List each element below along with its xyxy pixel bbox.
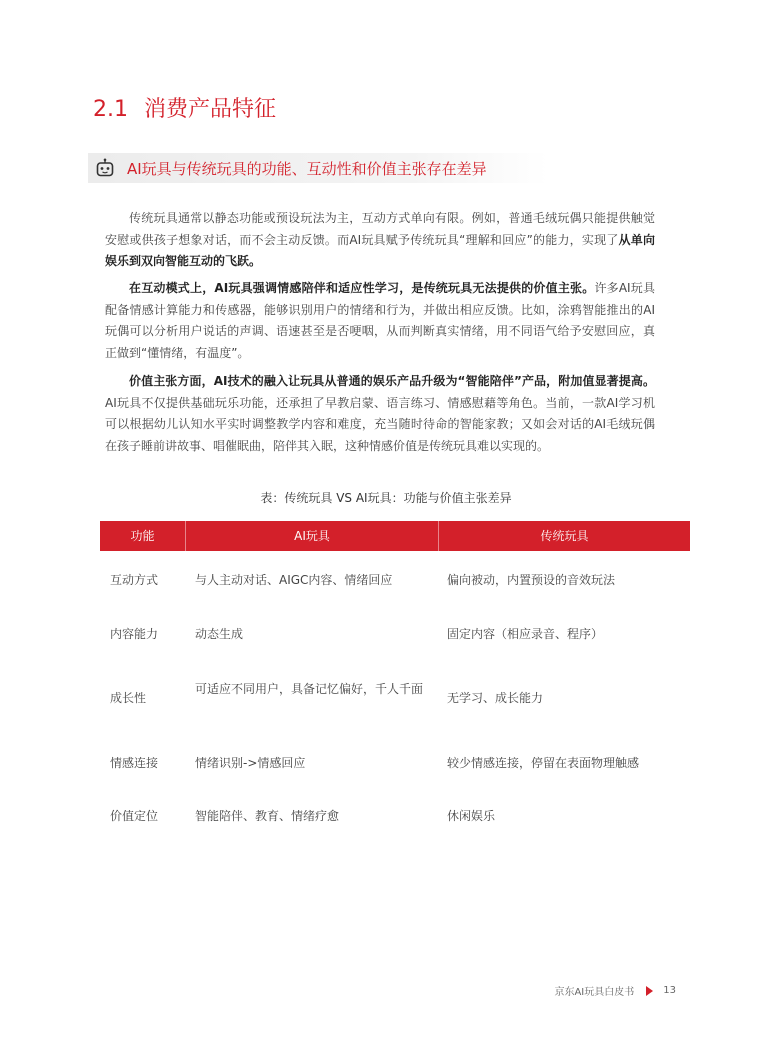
cell-traditional: 固定内容（相应录音、程序） xyxy=(447,627,604,641)
paragraph-2-bold: 在互动模式上，AI玩具强调情感陪伴和适应性学习，是传统玩具无法提供的价值主张。 xyxy=(129,281,595,295)
section-number: 2.1 xyxy=(93,97,128,122)
paragraph-2 xyxy=(105,278,655,364)
cell-feature: 内容能力 xyxy=(110,627,159,641)
cell-traditional: 偏向被动，内置预设的音效玩法 xyxy=(447,573,616,587)
paragraph-3-bold: 价值主张方面，AI技术的融入让玩具从普通的娱乐产品升级为“智能陪伴”产品，附加值显著提高。 xyxy=(129,374,655,388)
header-traditional-toy: 传统玩具 xyxy=(540,529,589,543)
cell-feature: 互动方式 xyxy=(110,573,159,587)
paragraph-3-text: AI玩具不仅提供基础玩乐功能，还承担了早教启蒙、语言练习、情感慰藉等角色。当前，一款AI学习机可以根据幼儿认知水平实时调整教学内容和难度，充当随时待命的智能家教；又如会对话的AI毛绒玩偶在孩子睡前讲故事、唱催眠曲，陪伴其入眠，这种情感价值是传统玩具难以实现的。 xyxy=(105,395,656,453)
cell-feature: 情感连接 xyxy=(110,756,159,770)
subheading-text: AI玩具与传统玩具的功能、互动性和价值主张存在差异 xyxy=(127,159,487,178)
cell-feature: 价值定位 xyxy=(110,809,159,823)
section-title xyxy=(93,92,276,123)
cell-ai: 情绪识别->情感回应 xyxy=(195,756,306,770)
paragraph-1 xyxy=(105,208,655,273)
paragraph-3 xyxy=(105,371,655,457)
page-number: 13 xyxy=(663,985,676,996)
header-ai-toy: AI玩具 xyxy=(186,521,439,551)
cell-traditional: 无学习、成长能力 xyxy=(447,691,544,705)
table-caption: 表：传统玩具 VS AI玩具：功能与价值主张差异 xyxy=(260,491,512,505)
page-footer xyxy=(554,983,676,998)
subheading-banner xyxy=(88,153,548,183)
footer-doc-title: 京东AI玩具白皮书 xyxy=(554,987,635,998)
section-title-text: 消费产品特征 xyxy=(144,97,277,122)
robot-icon xyxy=(95,158,115,178)
cell-traditional: 休闲娱乐 xyxy=(447,809,496,823)
cell-ai: 可适应不同用户，具备记忆偏好，千人千面 xyxy=(195,682,424,696)
cell-feature: 成长性 xyxy=(110,691,147,705)
paragraph-1-text: 传统玩具通常以静态功能或预设玩法为主，互动方式单向有限。例如，普通毛绒玩偶只能提供触觉安慰或供孩子想象对话，而不会主动反馈。而AI玩具赋予传统玩具“理解和回应”的能力，实现了 xyxy=(105,211,655,247)
cell-traditional: 较少情感连接，停留在表面物理触感 xyxy=(447,756,640,770)
triangle-right-icon xyxy=(646,986,653,996)
header-feature: 功能 xyxy=(100,521,186,551)
cell-ai: 与人主动对话、AIGC内容、情绪回应 xyxy=(195,573,393,587)
cell-ai: 智能陪伴、教育、情绪疗愈 xyxy=(195,809,340,823)
paragraph-2-text: 许多AI玩具配备情感计算能力和传感器，能够识别用户的情绪和行为，并做出相应反馈。比如，涂鸦智能推出的AI玩偶可以分析用户说话的声调、语速甚至是否哽咽，从而判断真实情绪，用不同语气给予安慰回应，真正做到“懂情绪，有温度”。 xyxy=(105,281,655,360)
table-header xyxy=(100,521,690,551)
paragraph-1-bold: 从单向娱乐到双向智能互动的飞跃。 xyxy=(105,232,655,268)
cell-ai: 动态生成 xyxy=(195,627,244,641)
